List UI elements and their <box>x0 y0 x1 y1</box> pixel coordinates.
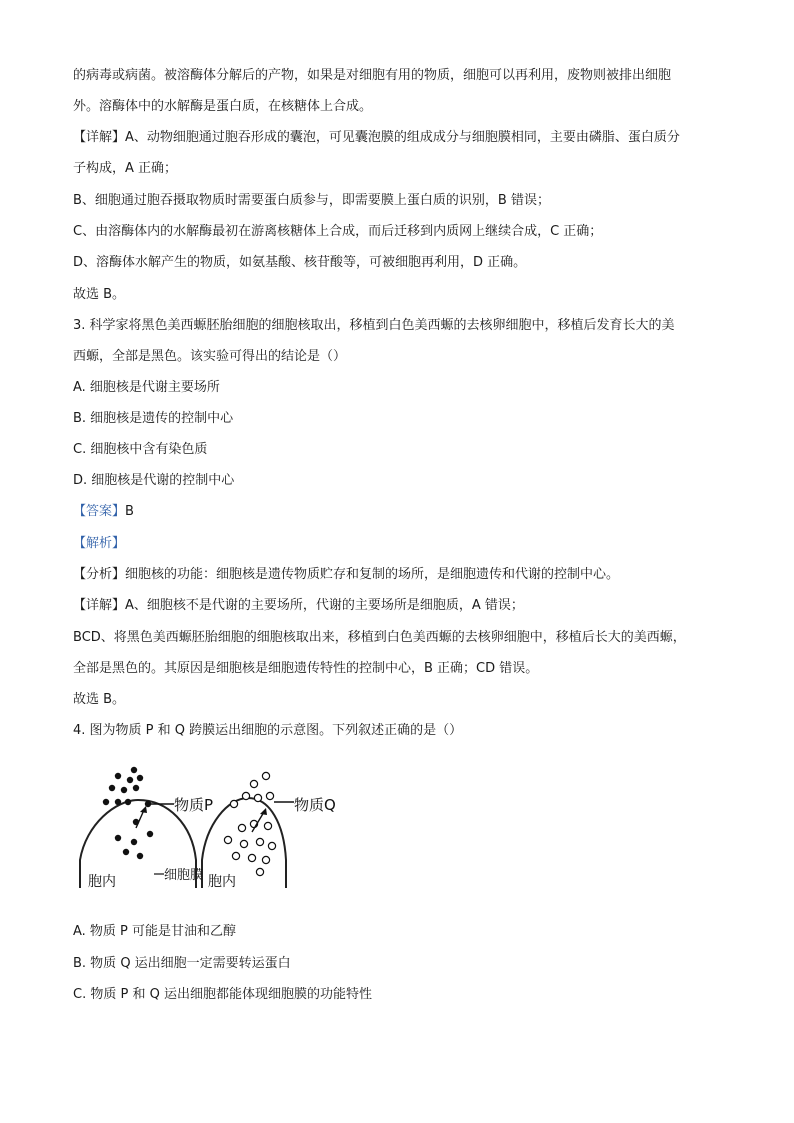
paragraph-line: 的病毒或病菌。被溶酶体分解后的产物，如果是对细胞有用的物质，细胞可以再利用，废物则被排出细胞 <box>73 68 672 83</box>
answer-line <box>73 503 733 521</box>
option-a: A. 物质 P 可能是甘油和乙醇 <box>73 924 237 939</box>
explanation-line: 全部是黑色的。其原因是细胞核是细胞遗传特性的控制中心，B 正确；CD 错误。 <box>73 661 539 676</box>
option-a: A. 细胞核是代谢主要场所 <box>73 380 220 395</box>
p-arrow-head <box>140 806 147 813</box>
fenxi-text: 细胞核的功能：细胞核是遗传物质贮存和复制的场所，是细胞遗传和代谢的控制中心。 <box>125 567 620 582</box>
explanation-line: D、溶酶体水解产生的物质，如氨基酸、核苷酸等，可被细胞再利用，D 正确。 <box>73 255 527 270</box>
option-c: C. 物质 P 和 Q 运出细胞都能体现细胞膜的功能特性 <box>73 987 372 1002</box>
question-4-stem: 4. 图为物质 P 和 Q 跨膜运出细胞的示意图。下列叙述正确的是（） <box>73 723 463 738</box>
explanation-line: B、细胞通过胞吞摄取物质时需要蛋白质参与，即需要膜上蛋白质的识别，B 错误； <box>73 193 550 208</box>
answer-value: B <box>125 504 134 519</box>
question-3-stem: 西螈，全部是黑色。该实验可得出的结论是（） <box>73 349 347 364</box>
analysis-heading: 【解析】 <box>73 536 126 551</box>
paragraph-line: 外。溶酶体中的水解酶是蛋白质，在核糖体上合成。 <box>73 99 373 114</box>
detail-text: A、动物细胞通过胞吞形成的囊泡，可见囊泡膜的组成成分与细胞膜相同，主要由磷脂、蛋白质分 <box>125 130 680 145</box>
label-inside-left: 胞内 <box>88 874 116 890</box>
fenxi-tag: 【分析】 <box>73 567 126 582</box>
explanation-line: BCD、将黑色美西螈胚胎细胞的细胞核取出来，移植到白色美西螈的去核卵细胞中，移植后长大的美西螈， <box>73 630 686 645</box>
substance-q-outside <box>230 772 273 807</box>
detail-tag: 【详解】 <box>73 130 126 145</box>
question-3-stem: 3. 科学家将黑色美西螈胚胎细胞的细胞核取出，移植到白色美西螈的去核卵细胞中，移植后发育长大的美 <box>73 318 675 333</box>
membrane-transport-figure <box>76 762 338 894</box>
option-b: B. 物质 Q 运出细胞一定需要转运蛋白 <box>73 956 291 971</box>
analysis-line <box>73 566 733 584</box>
label-substance-p: 物质P <box>174 796 214 814</box>
substance-p-inside <box>115 819 153 859</box>
explanation-line: 子构成，A 正确； <box>73 161 178 176</box>
substance-q-inside <box>224 820 275 875</box>
analysis-tag <box>73 535 733 553</box>
option-d: D. 细胞核是代谢的控制中心 <box>73 473 235 488</box>
explanation-line: C、由溶酶体内的水解酶最初在游离核糖体上合成，而后迁移到内质网上继续合成，C 正确； <box>73 224 603 239</box>
choose-line: 故选 B。 <box>73 287 126 302</box>
detail-text: A、细胞核不是代谢的主要场所，代谢的主要场所是细胞质，A 错误； <box>125 598 524 613</box>
choose-line: 故选 B。 <box>73 692 126 707</box>
q-arrow-head <box>260 808 267 815</box>
detail-tag: 【详解】 <box>73 598 126 613</box>
figure-svg <box>76 762 338 894</box>
option-c: C. 细胞核中含有染色质 <box>73 442 208 457</box>
explanation-line <box>73 597 733 615</box>
label-substance-q: 物质Q <box>294 796 336 814</box>
p-arrow <box>136 810 144 828</box>
answer-tag: 【答案】 <box>73 504 126 519</box>
label-membrane: 细胞膜 <box>164 868 204 883</box>
explanation-line <box>73 129 733 147</box>
label-inside-right: 胞内 <box>208 874 236 890</box>
option-b: B. 细胞核是遗传的控制中心 <box>73 411 234 426</box>
